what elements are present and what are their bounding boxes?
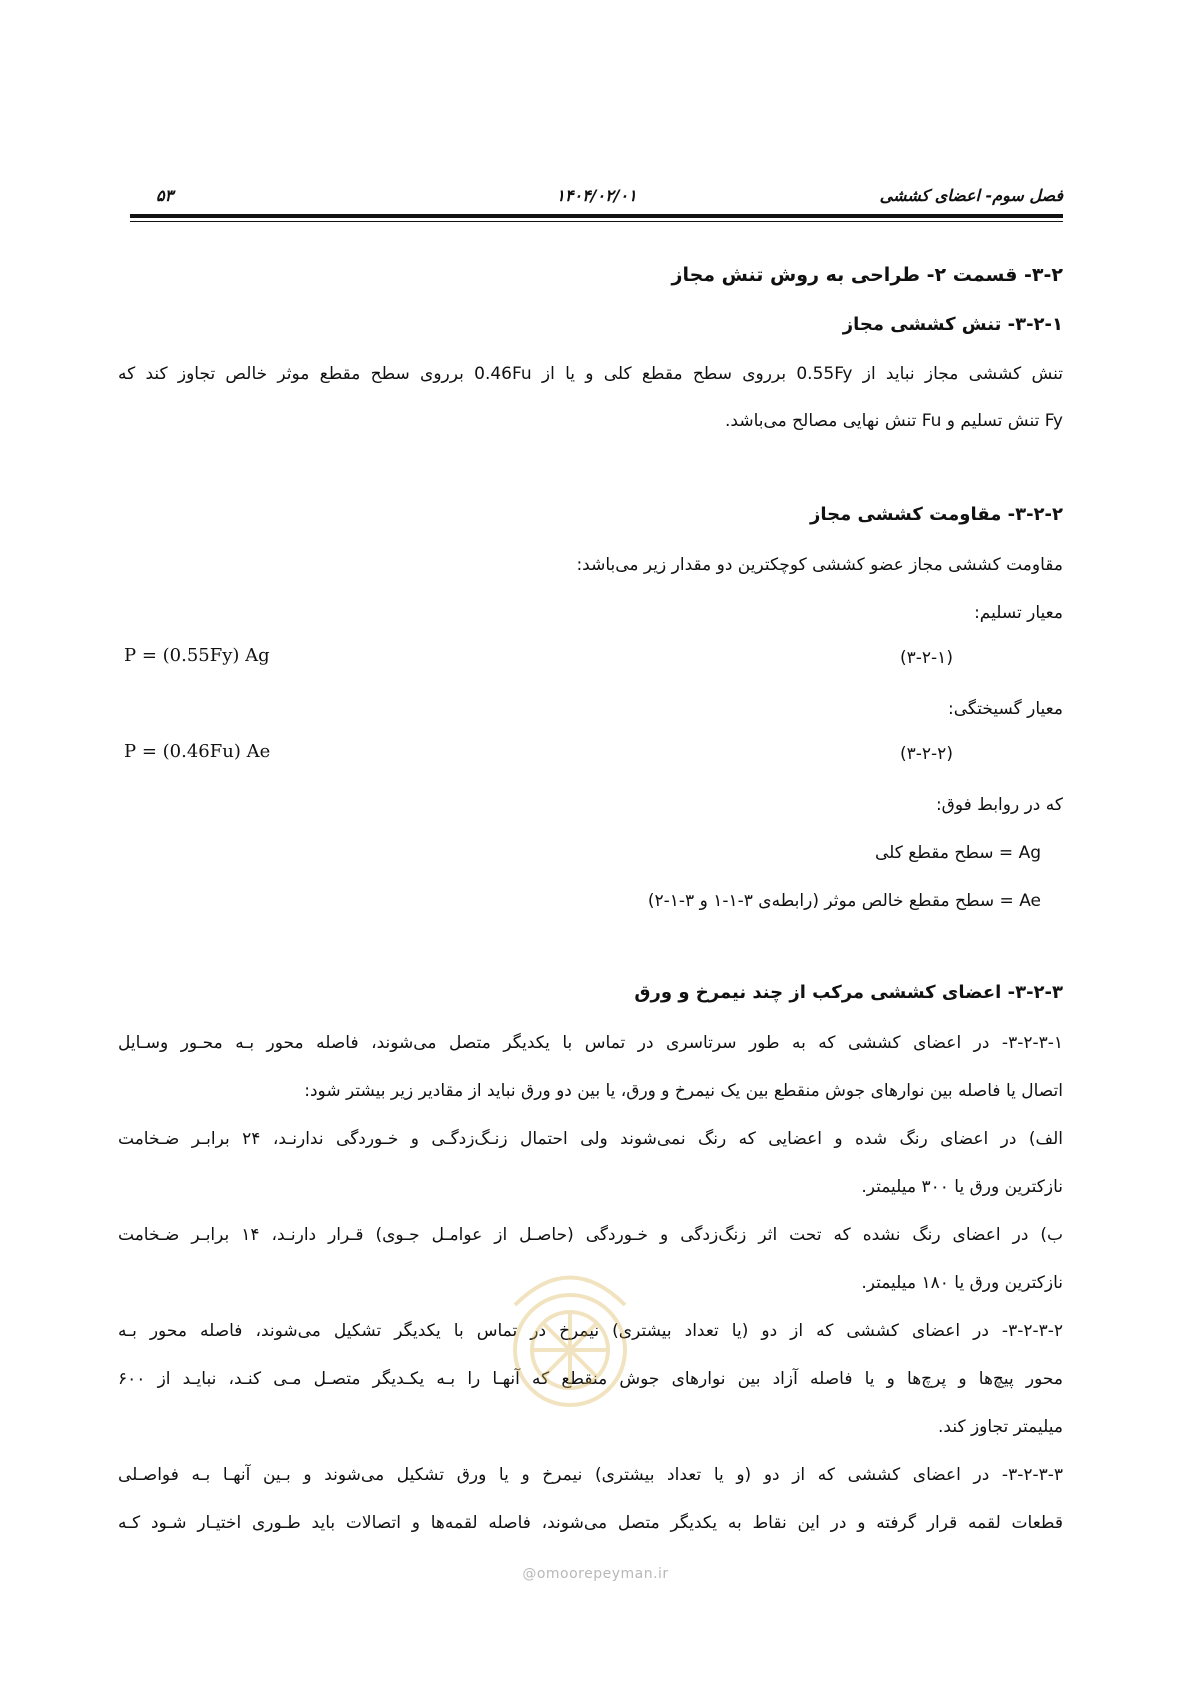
equation-1-number: (۳-۲-۱): [900, 648, 953, 668]
criterion-yield-label: معیار تسلیم:: [974, 603, 1063, 623]
ag-definition: Ag = سطح مقطع کلی: [874, 843, 1041, 863]
subsection-1-line-2: Fy تنش تسلیم و Fu تنش نهایی مصالح می‌باشد.: [725, 411, 1063, 431]
subsection-2-title: ۳-۲-۲- مقاومت کششی مجاز: [810, 504, 1063, 525]
subsection-3-line-2: اتصال یا فاصله بین نوارهای جوش منقطع بین یک نیمرخ و ورق، یا بین دو ورق نباید از مقادیر زیر بیشتر شود:: [304, 1081, 1063, 1101]
equation-2-number: (۳-۲-۲): [900, 744, 953, 764]
subsection-3-line-11: قطعات لقمه قرار گرفته و در این نقاط به یکدیگر متصل می‌شوند، فاصله لقمه‌ها و اتصالات باید طـوری اختیـار شـود کـه: [118, 1513, 1063, 1533]
subsection-3-line-8: محور پیچ‌ها و پرچ‌ها و یا فاصله آزاد بین نوارهای جوش منقطع که آنهـا را بـه یکـدیگر متصـل مـی کنـد، نبایـد از ۶۰۰: [118, 1369, 1063, 1389]
header-rule-thick: [130, 214, 1063, 218]
subsection-3-line-6: نازکترین ورق یا ۱۸۰ میلیمتر.: [861, 1273, 1063, 1293]
subsection-3-title: ۳-۲-۳- اعضای کششی مرکب از چند نیمرخ و ورق: [634, 982, 1063, 1003]
subsection-3-line-9: میلیمتر تجاوز کند.: [938, 1417, 1063, 1437]
subsection-3-line-4: نازکترین ورق یا ۳۰۰ میلیمتر.: [861, 1177, 1063, 1197]
subsection-1-title: ۳-۲-۱- تنش کششی مجاز: [842, 314, 1063, 335]
subsection-2-intro: مقاومت کششی مجاز عضو کششی کوچکترین دو مقدار زیر می‌باشد:: [576, 555, 1063, 575]
watermark-url: @omoorepeyman.ir: [522, 1566, 669, 1582]
equation-2-formula: P = (0.46Fu) Ae: [124, 741, 271, 762]
page-header: [130, 186, 1063, 216]
subsection-1-line-1: تنش کششی مجاز نباید از 0.55Fy برروی سطح مقطع کلی و یا از 0.46Fu برروی سطح مقطع موثر خالص تجاوز کند که: [118, 364, 1064, 384]
watermark-seal-icon: [490, 1255, 650, 1425]
section-title: ۳-۲- قسمت ۲- طراحی به روش تنش مجاز: [671, 264, 1063, 286]
ae-definition: Ae = سطح مقطع خالص موثر (رابطه‌ی ۳-۱-۱ و ۳-۱-۲): [647, 891, 1041, 911]
subsection-3-line-5: ب) در اعضای رنگ نشده که تحت اثر زنگ‌زدگی و خـوردگی (حاصـل از عوامـل جـوی) قـرار دارنـد، ۱۴ برابـر ضـخامت: [118, 1225, 1063, 1245]
subsection-3-line-7: ۳-۲-۳-۲- در اعضای کششی که از دو (یا تعداد بیشتری) نیمرخ در تماس با یکدیگر تشکیل می‌شوند، فاصله محور بـه: [118, 1321, 1063, 1341]
criterion-rupture-label: معیار گسیختگی:: [947, 699, 1063, 719]
header-rule-thin: [130, 221, 1063, 222]
header-date: ۱۴۰۴/۰۲/۰۱: [556, 186, 637, 205]
equation-1-formula: P = (0.55Fy) Ag: [124, 645, 270, 666]
where-label: که در روابط فوق:: [935, 795, 1063, 815]
chapter-title: فصل سوم- اعضای کششی: [879, 186, 1063, 205]
subsection-3-line-1: ۳-۲-۳-۱- در اعضای کششی که به طور سرتاسری در تماس با یکدیگر متصل می‌شوند، فاصله محور بـه محـور وسـایل: [118, 1033, 1063, 1053]
page-number: ۵۳: [156, 186, 174, 205]
subsection-3-line-3: الف) در اعضای رنگ شده و اعضایی که رنگ نمی‌شوند ولی احتمال زنـگ‌زدگـی و خـوردگی ندارنـد، ۲۴ برابـر ضـخامت: [118, 1129, 1063, 1149]
subsection-3-line-10: ۳-۲-۳-۳- در اعضای کششی که از دو (و یا تعداد بیشتری) نیمرخ و یا ورق تشکیل می‌شوند و بـین آنهـا بـه فواصـلی: [118, 1465, 1063, 1485]
